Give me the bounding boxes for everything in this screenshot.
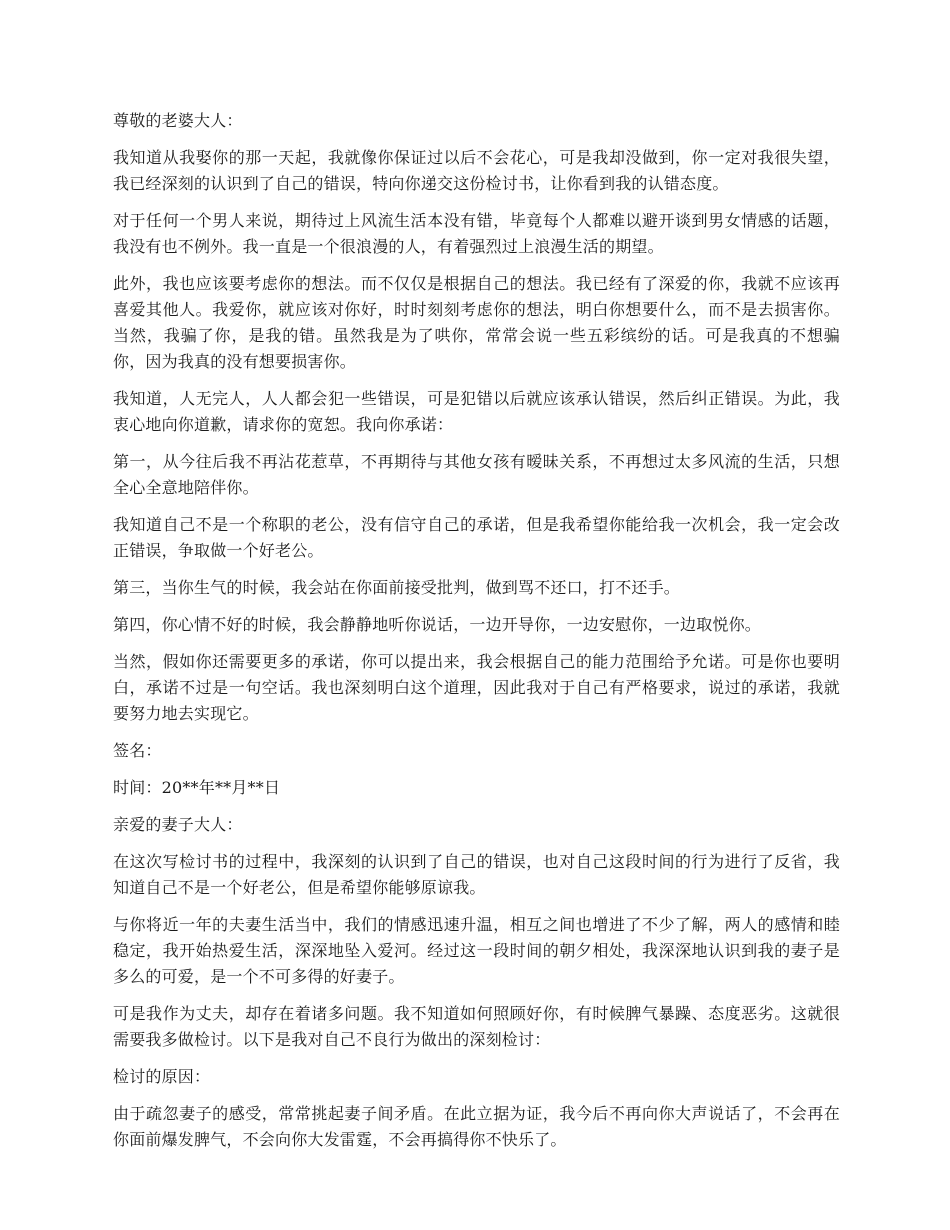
promise-first: 第一，从今往后我不再沾花惹草，不再期待与其他女孩有暧昧关系，不再想过太多风流的生活，只想全心全意地陪伴你。 xyxy=(113,452,840,497)
salutation-second-letter: 亲爱的妻子大人： xyxy=(113,815,243,834)
body-paragraph: 我知道从我娶你的那一天起，我就像你保证过以后不会花心，可是我却没做到，你一定对我很失望，我已经深刻的认识到了自己的错误，特向你递交这份检讨书，让你看到我的认错态度。 xyxy=(113,148,840,193)
document-page xyxy=(113,108,840,1164)
body-paragraph: 此外，我也应该要考虑你的想法。而不仅仅是根据自己的想法。我已经有了深爱的你，我就不应该再喜爱其他人。我爱你，就应该对你好，时时刻刻考虑你的想法，明白你想要什么，而不是去损害你。当然，我骗了你，是我的错。虽然我是为了哄你，常常会说一些五彩缤纷的话。可是我真的不想骗你，因为我真的没有想要损害你。 xyxy=(113,274,840,371)
promise-fourth: 第四，你心情不好的时候，我会静静地听你说话，一边开导你，一边安慰你，一边取悦你。 xyxy=(113,615,762,634)
promise-third: 第三，当你生气的时候，我会站在你面前接受批判，做到骂不还口，打不还手。 xyxy=(113,578,681,597)
signature-line: 签名： xyxy=(113,741,162,760)
body-paragraph: 可是我作为丈夫，却存在着诸多问题。我不知道如何照顾好你，有时候脾气暴躁、态度恶劣。这就很需要我多做检讨。以下是我对自己不良行为做出的深刻检讨： xyxy=(113,1004,840,1049)
section-heading-reasons: 检讨的原因： xyxy=(113,1067,211,1086)
body-paragraph: 与你将近一年的夫妻生活当中，我们的情感迅速升温，相互之间也增进了不少了解，两人的感情和睦稳定，我开始热爱生活，深深地坠入爱河。经过这一段时间的朝夕相处，我深深地认识到我的妻子是多么的可爱，是一个不可多得的好妻子。 xyxy=(113,915,840,986)
body-paragraph: 当然，假如你还需要更多的承诺，你可以提出来，我会根据自己的能力范围给予允诺。可是你也要明白，承诺不过是一句空话。我也深刻明白这个道理，因此我对于自己有严格要求，说过的承诺，我就要努力地去实现它。 xyxy=(113,652,840,723)
body-paragraph: 对于任何一个男人来说，期待过上风流生活本没有错，毕竟每个人都难以避开谈到男女情感的话题，我没有也不例外。我一直是一个很浪漫的人，有着强烈过上浪漫生活的期望。 xyxy=(113,211,840,256)
body-paragraph: 我知道，人无完人，人人都会犯一些错误，可是犯错以后就应该承认错误，然后纠正错误。为此，我衷心地向你道歉，请求你的宽恕。我向你承诺： xyxy=(113,389,840,434)
date-line: 时间：20**年**月**日 xyxy=(113,778,281,797)
body-paragraph: 在这次写检讨书的过程中，我深刻的认识到了自己的错误，也对自己这段时间的行为进行了反省，我知道自己不是一个好老公，但是希望你能够原谅我。 xyxy=(113,852,840,897)
body-paragraph: 由于疏忽妻子的感受，常常挑起妻子间矛盾。在此立据为证，我今后不再向你大声说话了，不会再在你面前爆发脾气，不会向你大发雷霆，不会再搞得你不快乐了。 xyxy=(113,1104,840,1149)
body-paragraph: 我知道自己不是一个称职的老公，没有信守自己的承诺，但是我希望你能给我一次机会，我一定会改正错误，争取做一个好老公。 xyxy=(113,515,840,560)
salutation-wife: 尊敬的老婆大人： xyxy=(113,111,243,130)
